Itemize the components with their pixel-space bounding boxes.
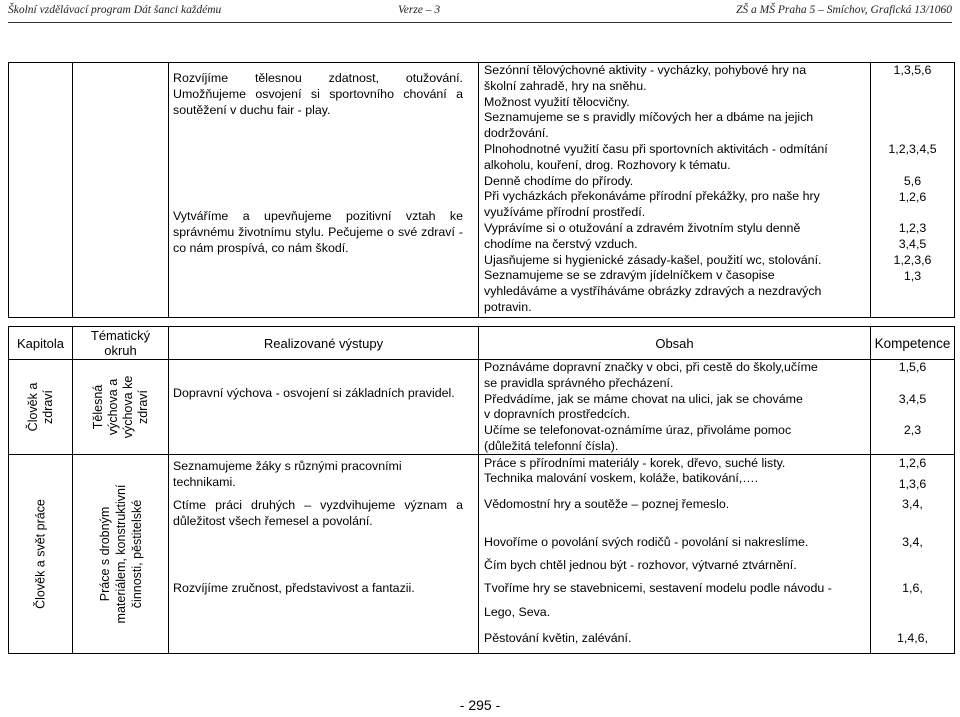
content-line: v dopravních prostředcích. bbox=[484, 407, 631, 422]
top-content-cell bbox=[479, 63, 871, 318]
header-content: Obsah bbox=[479, 327, 871, 360]
competence-value: 3,4, bbox=[902, 497, 923, 511]
topic-line: materiálem, konstruktivní bbox=[113, 484, 128, 624]
competence-cell bbox=[871, 360, 955, 455]
top-content-line: Denně chodíme do přírody. bbox=[484, 173, 634, 188]
competence-value: 1,2,3,4,5 bbox=[888, 142, 937, 156]
top-content-line: využíváme přírodní prostředí. bbox=[484, 205, 646, 220]
competence-value: 1,3 bbox=[903, 269, 922, 283]
outputs-cell bbox=[169, 455, 479, 654]
top-content-line: Při vycházkách překonáváme přírodní překážky, pro naše hry bbox=[484, 189, 820, 204]
chapter-cell bbox=[9, 360, 73, 455]
competence-value: 1,2,3 bbox=[898, 221, 927, 235]
topic-label bbox=[97, 485, 145, 624]
header-school-address: ZŠ a MŠ Praha 5 – Smíchov, Grafická 13/1060 bbox=[735, 4, 952, 16]
table-header-row bbox=[9, 327, 955, 360]
content-line: (důležitá telefonní čísla). bbox=[484, 438, 619, 453]
competence-value: 3,4, bbox=[902, 535, 923, 549]
top-content-line: dodržování. bbox=[484, 126, 549, 141]
top-content-line: Seznamujeme se se zdravým jídelníčkem v časopise bbox=[484, 268, 775, 283]
page-header bbox=[8, 0, 952, 23]
table-row bbox=[9, 455, 955, 654]
competence-value: 3,4,5 bbox=[898, 237, 927, 251]
top-content-line: Plnohodnotné využití času při sportovních aktivitách - odmítání bbox=[484, 141, 828, 156]
content-line: Učíme se telefonovat-oznámíme úraz, přivoláme pomoc bbox=[484, 423, 792, 438]
top-content-line: potravin. bbox=[484, 299, 532, 314]
top-competence-cell bbox=[871, 63, 955, 318]
chapter-label: Člověk a svět práce bbox=[33, 499, 47, 609]
competence-value: 5,6 bbox=[903, 174, 922, 188]
top-content-line: Seznamujeme se s pravidly míčových her a dbáme na jejich bbox=[484, 110, 814, 125]
competence-value: 1,2,6 bbox=[898, 190, 927, 204]
content-line: Vědomostní hry a soutěže – poznej řemeslo. bbox=[484, 497, 730, 511]
competence-value: 1,2,3,6 bbox=[893, 253, 932, 267]
competence-value: 1,3,5,6 bbox=[893, 63, 932, 77]
header-chapter: Kapitola bbox=[9, 327, 73, 360]
competence-value: 1,4,6, bbox=[896, 631, 928, 645]
content-line: Čím bych chtěl jednou být - rozhovor, výtvarné ztvárnění. bbox=[484, 558, 797, 572]
chapter-cell bbox=[9, 455, 73, 654]
continuation-table bbox=[8, 62, 955, 318]
content-cell bbox=[479, 455, 871, 654]
competence-value: 3,4,5 bbox=[898, 392, 927, 406]
top-content-line: Možnost využití tělocvičny. bbox=[484, 94, 630, 109]
topic-line: činnosti, pěstitelské bbox=[129, 499, 144, 609]
header-topic: Tématický okruh bbox=[73, 327, 169, 360]
top-content-line: školní zahradě, hry na sněhu. bbox=[484, 78, 647, 93]
topic-cell bbox=[73, 455, 169, 654]
chapter-cell-empty bbox=[9, 63, 73, 318]
content-line: Hovoříme o povolání svých rodičů - povolání si nakreslíme. bbox=[484, 535, 809, 549]
content-line: se pravidla správného přecházení. bbox=[484, 375, 674, 390]
competence-value: 1,5,6 bbox=[898, 360, 927, 374]
topic-line: Práce s drobným bbox=[97, 506, 112, 602]
curriculum-table bbox=[8, 326, 955, 654]
competence-value: 2,3 bbox=[903, 423, 922, 437]
content-line: Předvádíme, jak se máme chovat na ulici, jak se chováme bbox=[484, 391, 803, 406]
top-content-line: Ujasňujeme si hygienické zásady-kašel, použití wc, stolování. bbox=[484, 252, 822, 267]
content-line: Technika malování voskem, koláže, batikování,…. bbox=[484, 471, 759, 485]
chapter-label: Člověk a zdraví bbox=[25, 382, 55, 432]
content-line: Tvoříme hry se stavebnicemi, sestavení modelu podle návodu - bbox=[484, 581, 832, 595]
topic-label: Tělesná výchova a výchova ke zdraví bbox=[90, 375, 150, 439]
top-content-line: chodíme na čerstvý vzduch. bbox=[484, 236, 638, 251]
topic-cell bbox=[73, 360, 169, 455]
top-output-1: Rozvíjíme tělesnou zdatnost, otužování. Umožňujeme osvojení si sportovního chování a soutěžení v duchu fair - play. bbox=[173, 71, 463, 117]
competence-cell bbox=[871, 455, 955, 654]
header-school-program: Školní vzdělávací program Dát šanci každému bbox=[8, 4, 222, 16]
content-cell bbox=[479, 360, 871, 455]
output-text: Seznamujeme žáky s různými pracovními technikami. bbox=[173, 459, 402, 489]
top-content-line: Vyprávíme si o otužování a zdravém životním stylu denně bbox=[484, 220, 801, 235]
table-row bbox=[9, 360, 955, 455]
header-version: Verze – 3 bbox=[398, 4, 441, 16]
outputs-cell bbox=[169, 360, 479, 455]
top-content-line: alkoholu, kouření, drog. Rozhovory k tématu. bbox=[484, 157, 731, 172]
content-line: Poznáváme dopravní značky v obci, při cestě do školy,učíme bbox=[484, 360, 818, 374]
top-outputs-cell bbox=[169, 63, 479, 318]
top-content-line: Sezónní tělovýchovné aktivity - vycházky, pohybové hry na bbox=[484, 63, 807, 77]
top-output-2: Vytváříme a upevňujeme pozitivní vztah ke správnému životnímu stylu. Pečujeme o své zdraví - co nám prospívá, co nám škodí. bbox=[173, 209, 463, 255]
output-text: Rozvíjíme zručnost, představivost a fantazii. bbox=[173, 581, 415, 595]
content-line: Pěstování květin, zalévání. bbox=[484, 631, 632, 645]
content-line: Lego, Seva. bbox=[484, 605, 551, 619]
header-competences: Kompetence bbox=[871, 327, 955, 360]
content-line: Práce s přírodními materiály - korek, dřevo, suché listy. bbox=[484, 456, 786, 470]
header-outputs: Realizované výstupy bbox=[169, 327, 479, 360]
page-number: - 295 - bbox=[459, 697, 501, 713]
top-content-line: vyhledáváme a vystříháváme obrázky zdravých a nezdravých bbox=[484, 284, 822, 299]
competence-value: 1,2,6 bbox=[898, 456, 927, 470]
output-text: Dopravní výchova - osvojení si základních pravidel. bbox=[173, 386, 455, 400]
output-text: Ctíme práci druhých – vyzdvihujeme význam a důležitost všech řemesel a povolání. bbox=[173, 498, 463, 528]
topic-cell-empty bbox=[73, 63, 169, 318]
competence-value: 1,3,6 bbox=[898, 477, 927, 491]
competence-value: 1,6, bbox=[902, 581, 923, 595]
